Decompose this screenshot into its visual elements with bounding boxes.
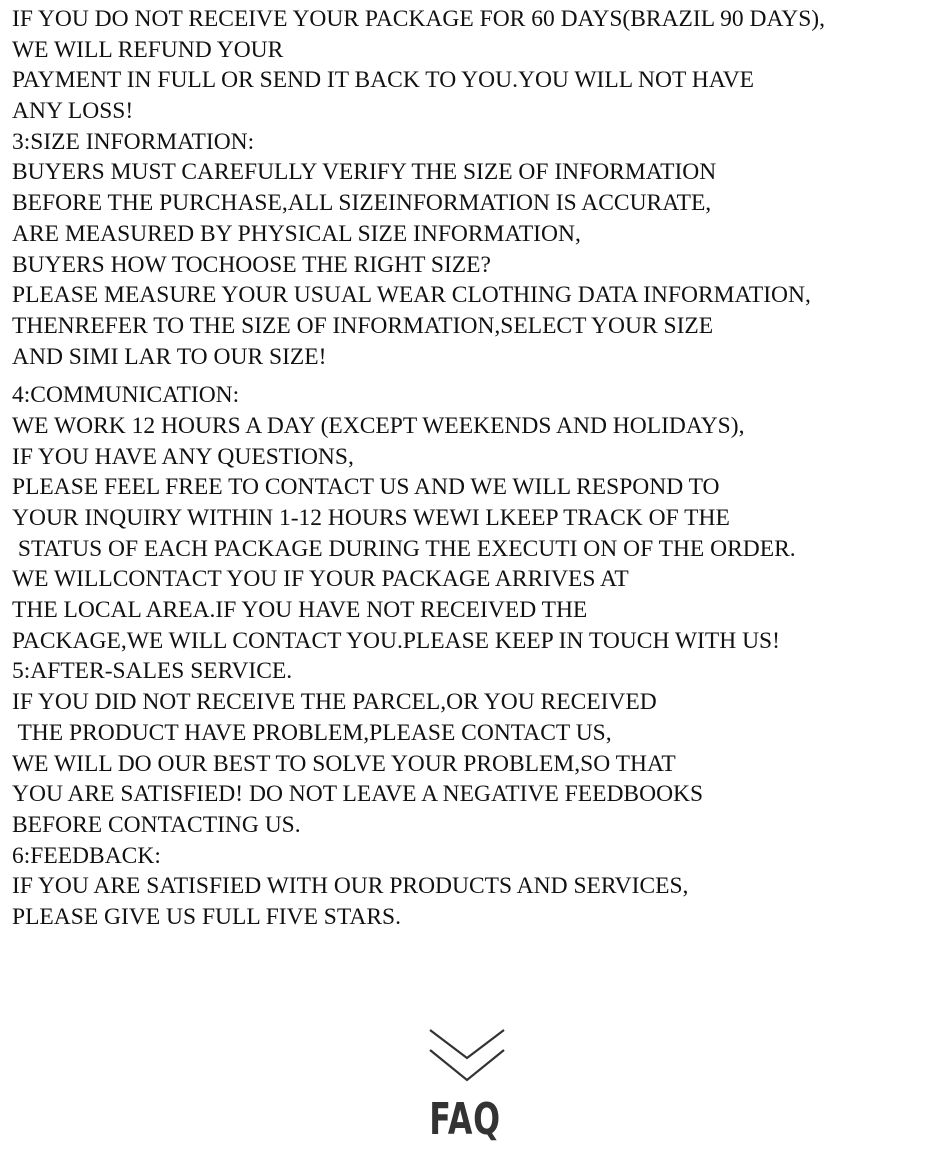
section-gap: [12, 372, 930, 380]
policy-line: IF YOU DID NOT RECEIVE THE PARCEL,OR YOU RECEIVED: [12, 689, 657, 716]
double-chevron-down-icon: [0, 1028, 930, 1086]
policy-line: YOUR INQUIRY WITHIN 1-12 HOURS WEWI LKEEP TRACK OF THE: [12, 505, 730, 531]
policy-line: AND SIMI LAR TO OUR SIZE!: [12, 343, 327, 370]
policy-line: THENREFER TO THE SIZE OF INFORMATION,SELECT YOUR SIZE: [12, 312, 714, 339]
policy-line: IF YOU DO NOT RECEIVE YOUR PACKAGE FOR 60 DAYS(BRAZIL 90 DAYS),: [12, 6, 825, 32]
section-heading-after-sales: 5:AFTER-SALES SERVICE.: [12, 658, 293, 685]
faq-section: [0, 1028, 930, 1144]
policy-line: PLEASE FEEL FREE TO CONTACT US AND WE WILL RESPOND TO: [12, 474, 720, 501]
policy-line: IF YOU HAVE ANY QUESTIONS,: [12, 443, 354, 470]
policy-line: PAYMENT IN FULL OR SEND IT BACK TO YOU.YOU WILL NOT HAVE: [12, 67, 755, 94]
policy-line: IF YOU ARE SATISFIED WITH OUR PRODUCTS AND SERVICES,: [12, 873, 689, 900]
policy-line: ANY LOSS!: [12, 98, 134, 125]
policy-line: WE WILLCONTACT YOU IF YOUR PACKAGE ARRIVES AT: [12, 566, 629, 593]
policy-line: THE PRODUCT HAVE PROBLEM,PLEASE CONTACT US,: [12, 719, 612, 746]
policy-line: BEFORE CONTACTING US.: [12, 811, 301, 838]
policy-text-block: [12, 0, 930, 933]
policy-line: STATUS OF EACH PACKAGE DURING THE EXECUTI ON OF THE ORDER.: [12, 535, 796, 562]
policy-line: PLEASE GIVE US FULL FIVE STARS.: [12, 903, 401, 930]
section-heading-size: 3:SIZE INFORMATION:: [12, 128, 255, 155]
faq-title: FAQ: [429, 1094, 501, 1145]
section-heading-feedback: 6:FEEDBACK:: [12, 842, 161, 869]
policy-line: WE WILL REFUND YOUR: [12, 36, 284, 63]
policy-line: YOU ARE SATISFIED! DO NOT LEAVE A NEGATIVE FEEDBOOKS: [12, 781, 704, 808]
policy-line: THE LOCAL AREA.IF YOU HAVE NOT RECEIVED THE: [12, 597, 588, 624]
policy-line: WE WORK 12 HOURS A DAY (EXCEPT WEEKENDS AND HOLIDAYS),: [12, 412, 745, 439]
policy-line: WE WILL DO OUR BEST TO SOLVE YOUR PROBLEM,SO THAT: [12, 750, 676, 777]
policy-line: PACKAGE,WE WILL CONTACT YOU.PLEASE KEEP IN TOUCH WITH US!: [12, 627, 780, 654]
policy-line: ARE MEASURED BY PHYSICAL SIZE INFORMATION,: [12, 220, 581, 247]
policy-line: BEFORE THE PURCHASE,ALL SIZEINFORMATION IS ACCURATE,: [12, 190, 712, 217]
section-heading-communication: 4:COMMUNICATION:: [12, 382, 240, 409]
policy-line: PLEASE MEASURE YOUR USUAL WEAR CLOTHING DATA INFORMATION,: [12, 282, 811, 309]
policy-line: BUYERS MUST CAREFULLY VERIFY THE SIZE OF INFORMATION: [12, 159, 717, 186]
policy-line: BUYERS HOW TOCHOOSE THE RIGHT SIZE?: [12, 251, 491, 278]
